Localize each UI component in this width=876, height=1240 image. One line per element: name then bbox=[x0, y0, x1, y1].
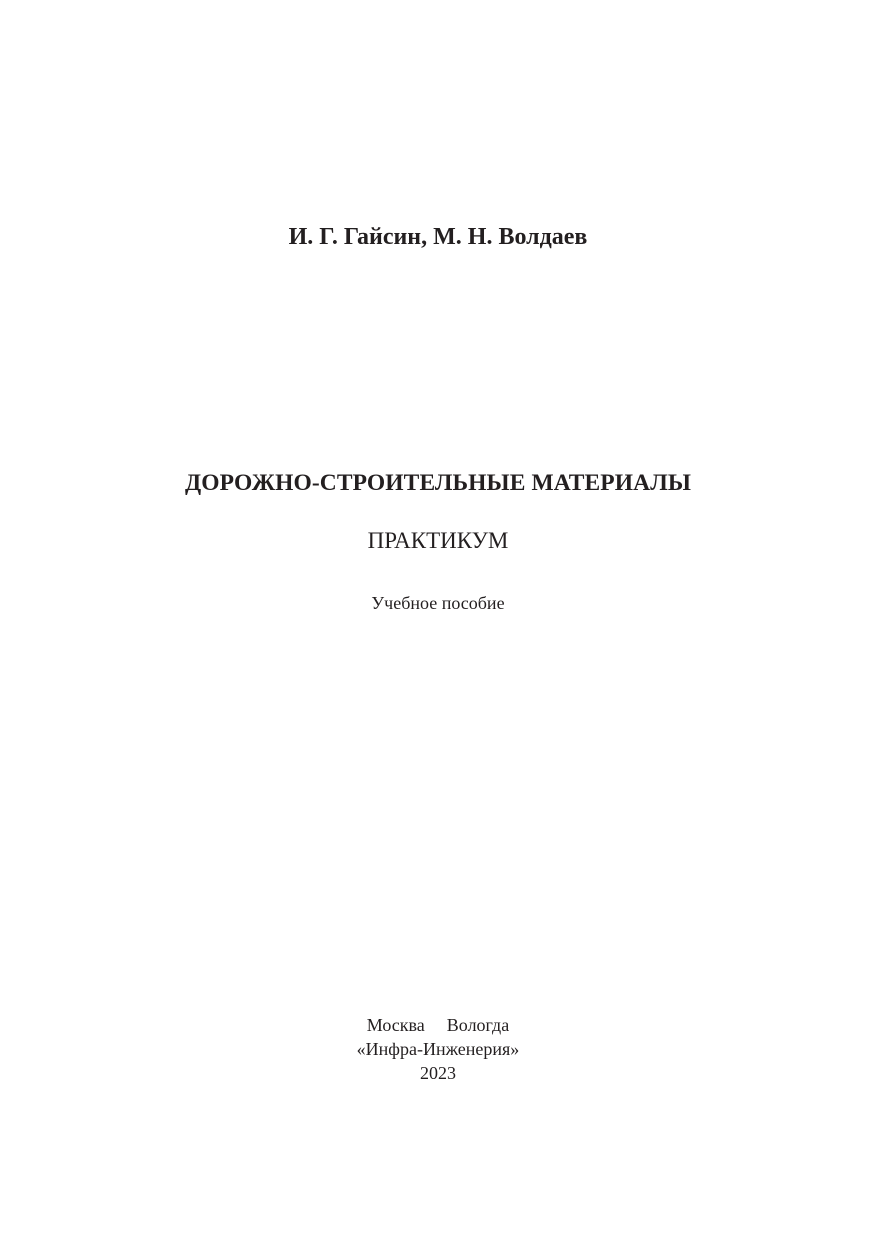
book-subtitle: ПРАКТИКУМ bbox=[367, 528, 509, 553]
book-title: ДОРОЖНО-СТРОИТЕЛЬНЫЕ МАТЕРИАЛЫ bbox=[184, 470, 691, 496]
city-vologda: Вологда bbox=[446, 1015, 510, 1035]
publication-type: Учебное пособие bbox=[371, 593, 505, 613]
city-moscow: Москва bbox=[366, 1015, 425, 1035]
authors: И. Г. Гайсин, М. Н. Волдаев bbox=[288, 224, 588, 250]
imprint-publisher: «Инфра-Инженерия» bbox=[356, 1039, 520, 1059]
imprint-cities bbox=[0, 1013, 876, 1037]
imprint bbox=[0, 1013, 876, 1085]
imprint-year: 2023 bbox=[420, 1063, 456, 1083]
